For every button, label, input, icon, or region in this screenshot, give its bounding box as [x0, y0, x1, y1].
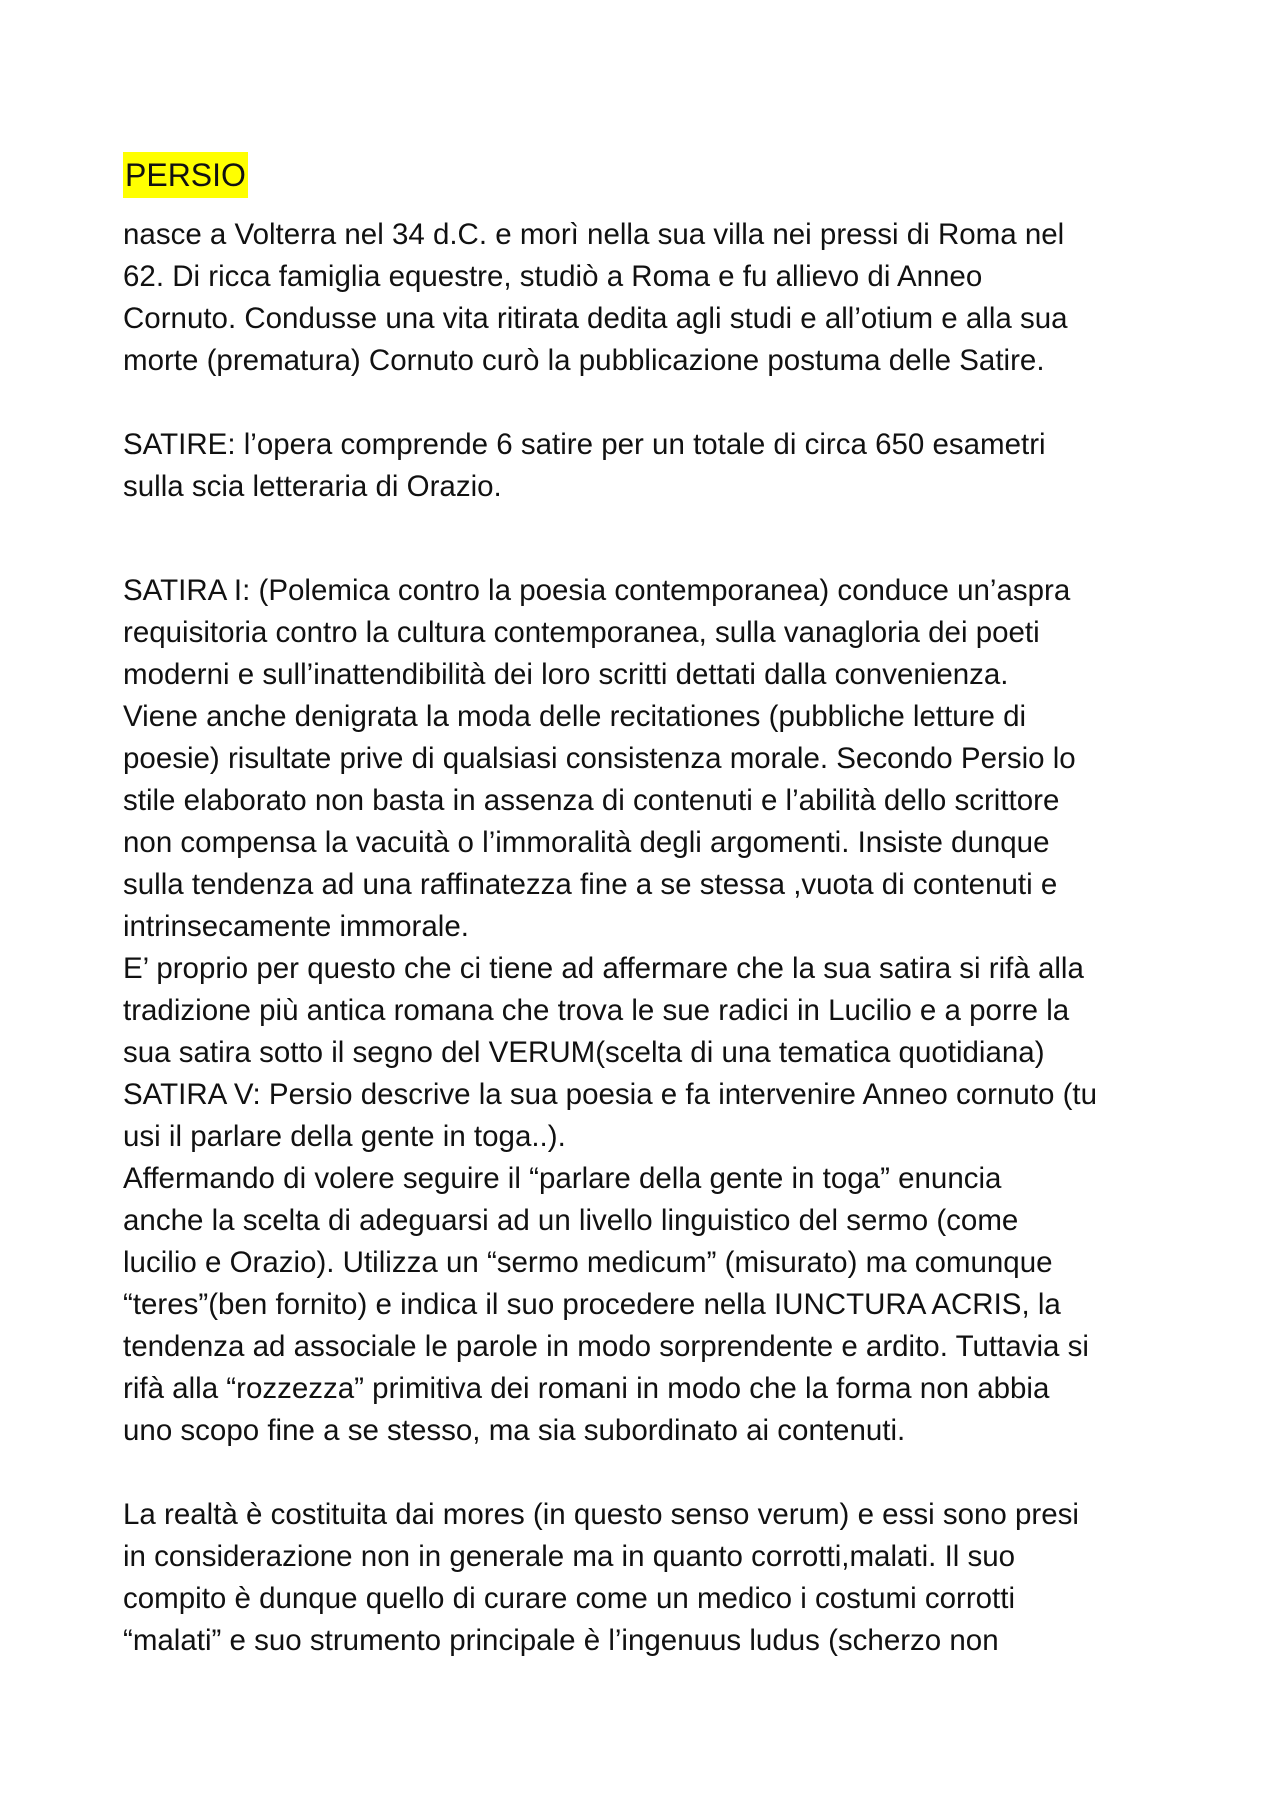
- text-line: usi il parlare della gente in toga..).: [123, 1120, 566, 1153]
- document-title: PERSIO: [123, 152, 248, 198]
- paragraph-spacer: [123, 1452, 1173, 1494]
- text-line: poesie) risultate prive di qualsiasi consistenza morale. Secondo Persio lo: [123, 742, 1076, 775]
- text-line: requisitoria contro la cultura contemporanea, sulla vanagloria dei poeti: [123, 616, 1040, 649]
- text-line: 62. Di ricca famiglia equestre, studiò a Roma e fu allievo di Anneo: [123, 260, 983, 293]
- text-line: rifà alla “rozzezza” primitiva dei romani in modo che la forma non abbia: [123, 1372, 1050, 1405]
- title-row: [123, 152, 1173, 202]
- text-line: uno scopo fine a se stesso, ma sia subordinato ai contenuti.: [123, 1414, 906, 1447]
- text-line: moderni e sull’inattendibilità dei loro scritti dettati dalla convenienza.: [123, 658, 1009, 691]
- text-line: E’ proprio per questo che ci tiene ad affermare che la sua satira si rifà alla: [123, 952, 1084, 985]
- text-line: SATIRA I: (Polemica contro la poesia contemporanea) conduce un’aspra: [123, 574, 1071, 607]
- text-line: in considerazione non in generale ma in quanto corrotti,malati. Il suo: [123, 1540, 1016, 1573]
- text-line: tendenza ad associale le parole in modo sorprendente e ardito. Tuttavia si: [123, 1330, 1089, 1363]
- text-line: La realtà è costituita dai mores (in questo senso verum) e essi sono presi: [123, 1498, 1079, 1531]
- text-line: sua satira sotto il segno del VERUM(scelta di una tematica quotidiana): [123, 1036, 1045, 1069]
- paragraph-biography: [123, 214, 1173, 382]
- text-line: compito è dunque quello di curare come un medico i costumi corrotti: [123, 1582, 1016, 1615]
- text-line: stile elaborato non basta in assenza di contenuti e l’abilità dello scrittore: [123, 784, 1060, 817]
- paragraph-satire: [123, 424, 1173, 508]
- text-line: morte (prematura) Cornuto curò la pubblicazione postuma delle Satire.: [123, 344, 1045, 377]
- text-line: Viene anche denigrata la moda delle recitationes (pubbliche letture di: [123, 700, 1027, 733]
- paragraph-spacer: [123, 508, 1173, 570]
- text-line: “teres”(ben fornito) e indica il suo procedere nella IUNCTURA ACRIS, la: [123, 1288, 1061, 1321]
- text-line: SATIRE: l’opera comprende 6 satire per un totale di circa 650 esametri: [123, 428, 1046, 461]
- text-line: Cornuto. Condusse una vita ritirata dedita agli studi e all’otium e alla sua: [123, 302, 1068, 335]
- text-line: sulla scia letteraria di Orazio.: [123, 470, 502, 503]
- text-line: sulla tendenza ad una raffinatezza fine a se stessa ,vuota di contenuti e: [123, 868, 1058, 901]
- text-line: anche la scelta di adeguarsi ad un livello linguistico del sermo (come: [123, 1204, 1019, 1237]
- text-line: SATIRA V: Persio descrive la sua poesia e fa intervenire Anneo cornuto (tu: [123, 1078, 1098, 1111]
- text-line: Affermando di volere seguire il “parlare della gente in toga” enuncia: [123, 1162, 1002, 1195]
- paragraph-satira-i-v: [123, 570, 1173, 1452]
- text-line: lucilio e Orazio). Utilizza un “sermo medicum” (misurato) ma comunque: [123, 1246, 1053, 1279]
- paragraph-mores: [123, 1494, 1173, 1662]
- text-line: “malati” e suo strumento principale è l’ingenuus ludus (scherzo non: [123, 1624, 999, 1657]
- text-line: non compensa la vacuità o l’immoralità degli argomenti. Insiste dunque: [123, 826, 1050, 859]
- paragraph-spacer: [123, 382, 1173, 424]
- text-line: tradizione più antica romana che trova le sue radici in Lucilio e a porre la: [123, 994, 1070, 1027]
- text-line: nasce a Volterra nel 34 d.C. e morì nella sua villa nei pressi di Roma nel: [123, 218, 1065, 251]
- text-line: intrinsecamente immorale.: [123, 910, 469, 943]
- document-page: [123, 152, 1173, 1662]
